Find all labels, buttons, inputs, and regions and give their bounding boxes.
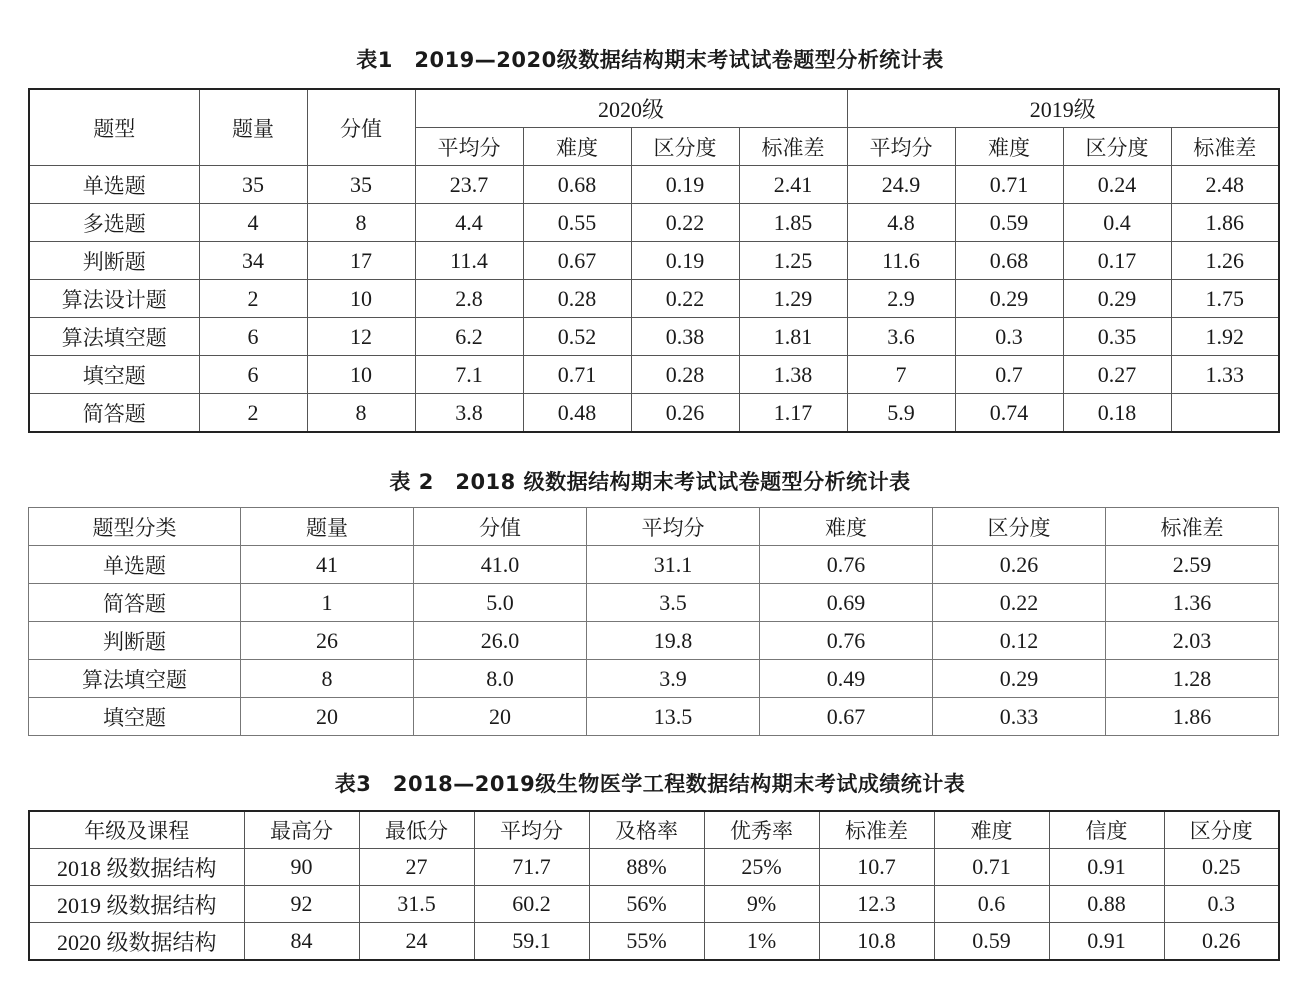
header-sub: 难度 [955, 128, 1063, 166]
column-header: 标准差 [819, 811, 934, 849]
table-cell: 0.27 [1063, 356, 1171, 394]
table-cell: 0.26 [631, 394, 739, 433]
table-cell: 17 [307, 242, 415, 280]
table3 [28, 810, 1280, 961]
table-cell: 1.81 [739, 318, 847, 356]
table-cell: 5.0 [414, 584, 587, 622]
table-cell: 1.86 [1106, 698, 1279, 736]
table-cell: 0.26 [933, 546, 1106, 584]
table-cell: 0.71 [934, 849, 1049, 886]
table-cell: 2.59 [1106, 546, 1279, 584]
column-header: 题型分类 [29, 508, 241, 546]
row-label: 单选题 [29, 546, 241, 584]
table-cell: 20 [414, 698, 587, 736]
table-cell: 3.6 [847, 318, 955, 356]
table-cell: 24.9 [847, 166, 955, 204]
header-sub: 平均分 [415, 128, 523, 166]
table-cell: 84 [244, 923, 359, 961]
table-cell: 13.5 [587, 698, 760, 736]
table-cell: 11.6 [847, 242, 955, 280]
table-cell: 0.67 [523, 242, 631, 280]
table-cell: 4 [199, 204, 307, 242]
column-header: 分值 [414, 508, 587, 546]
table-cell: 35 [307, 166, 415, 204]
table-cell: 0.91 [1049, 923, 1164, 961]
table-cell: 92 [244, 886, 359, 923]
row-label: 简答题 [29, 394, 199, 433]
table-cell: 2.9 [847, 280, 955, 318]
table-row [29, 356, 1279, 394]
table-cell: 0.55 [523, 204, 631, 242]
table-cell: 2.48 [1171, 166, 1279, 204]
header-group-2019: 2019级 [847, 89, 1279, 128]
table-cell: 1.85 [739, 204, 847, 242]
table-cell: 0.48 [523, 394, 631, 433]
table-cell: 59.1 [474, 923, 589, 961]
table-cell: 0.3 [955, 318, 1063, 356]
table-cell: 41.0 [414, 546, 587, 584]
table-cell: 4.8 [847, 204, 955, 242]
table-cell: 1.28 [1106, 660, 1279, 698]
table-cell: 0.29 [933, 660, 1106, 698]
table-cell: 24 [359, 923, 474, 961]
header-sub: 区分度 [631, 128, 739, 166]
table-cell: 0.4 [1063, 204, 1171, 242]
table-cell: 56% [589, 886, 704, 923]
table-cell: 0.29 [1063, 280, 1171, 318]
table-cell: 1.36 [1106, 584, 1279, 622]
header-sub: 难度 [523, 128, 631, 166]
table-cell: 0.24 [1063, 166, 1171, 204]
table-cell: 34 [199, 242, 307, 280]
table3-caption: 表3 2018—2019级生物医学工程数据结构期末考试成绩统计表 [334, 772, 966, 796]
table-cell: 1 [241, 584, 414, 622]
table2-caption: 表 2 2018 级数据结构期末考试试卷题型分析统计表 [389, 470, 911, 494]
row-label: 填空题 [29, 356, 199, 394]
table-cell: 0.76 [760, 622, 933, 660]
table-cell: 20 [241, 698, 414, 736]
column-header: 区分度 [933, 508, 1106, 546]
column-header: 平均分 [587, 508, 760, 546]
row-label: 算法填空题 [29, 660, 241, 698]
table-cell: 0.74 [955, 394, 1063, 433]
table-cell: 88% [589, 849, 704, 886]
table-row [29, 394, 1279, 433]
table-cell: 90 [244, 849, 359, 886]
table-row [29, 660, 1279, 698]
header-sub: 平均分 [847, 128, 955, 166]
table-cell: 0.22 [631, 280, 739, 318]
table-cell: 11.4 [415, 242, 523, 280]
column-header: 题量 [241, 508, 414, 546]
table-cell: 3.8 [415, 394, 523, 433]
table-cell: 0.29 [955, 280, 1063, 318]
table-row [29, 849, 1279, 886]
table-cell: 0.19 [631, 242, 739, 280]
table-cell: 6 [199, 356, 307, 394]
table-cell: 10 [307, 280, 415, 318]
row-label: 填空题 [29, 698, 241, 736]
row-label: 2019 级数据结构 [29, 886, 244, 923]
table-cell: 1.33 [1171, 356, 1279, 394]
table-cell: 10 [307, 356, 415, 394]
table-cell: 1.86 [1171, 204, 1279, 242]
table-cell: 71.7 [474, 849, 589, 886]
column-header: 信度 [1049, 811, 1164, 849]
table-cell: 8.0 [414, 660, 587, 698]
table-cell: 3.9 [587, 660, 760, 698]
table-cell: 0.22 [631, 204, 739, 242]
table-cell: 0.26 [1164, 923, 1279, 961]
table1 [28, 88, 1280, 433]
table-cell: 10.8 [819, 923, 934, 961]
table-cell: 0.28 [523, 280, 631, 318]
table-cell: 0.59 [955, 204, 1063, 242]
table-row [29, 166, 1279, 204]
row-label: 单选题 [29, 166, 199, 204]
table-cell: 0.76 [760, 546, 933, 584]
table-cell: 0.38 [631, 318, 739, 356]
table-cell: 0.68 [523, 166, 631, 204]
table-cell: 1.75 [1171, 280, 1279, 318]
column-header: 难度 [760, 508, 933, 546]
table-cell: 7.1 [415, 356, 523, 394]
table-cell: 4.4 [415, 204, 523, 242]
table-cell: 1.92 [1171, 318, 1279, 356]
column-header: 最高分 [244, 811, 359, 849]
table-cell: 0.6 [934, 886, 1049, 923]
row-label: 判断题 [29, 242, 199, 280]
table-cell: 26.0 [414, 622, 587, 660]
row-label: 算法设计题 [29, 280, 199, 318]
header-score: 分值 [307, 89, 415, 166]
header-sub: 标准差 [739, 128, 847, 166]
table-row [29, 622, 1279, 660]
table-cell: 8 [241, 660, 414, 698]
column-header: 及格率 [589, 811, 704, 849]
table1-caption: 表1 2019—2020级数据结构期末考试试卷题型分析统计表 [356, 48, 944, 72]
table-cell: 0.35 [1063, 318, 1171, 356]
table-cell: 10.7 [819, 849, 934, 886]
table-cell: 0.22 [933, 584, 1106, 622]
table-cell: 25% [704, 849, 819, 886]
table-cell: 27 [359, 849, 474, 886]
table-cell: 8 [307, 204, 415, 242]
table-cell: 0.33 [933, 698, 1106, 736]
table-cell: 31.5 [359, 886, 474, 923]
table-row [29, 886, 1279, 923]
table-cell: 0.7 [955, 356, 1063, 394]
table-cell: 26 [241, 622, 414, 660]
table-cell: 2.03 [1106, 622, 1279, 660]
table2 [28, 507, 1279, 736]
table-row [29, 584, 1279, 622]
table-cell: 0.17 [1063, 242, 1171, 280]
table-cell: 1.26 [1171, 242, 1279, 280]
table-cell: 0.71 [955, 166, 1063, 204]
table-cell: 12 [307, 318, 415, 356]
table-cell: 1% [704, 923, 819, 961]
row-label: 判断题 [29, 622, 241, 660]
row-label: 多选题 [29, 204, 199, 242]
table-cell: 0.12 [933, 622, 1106, 660]
row-label: 2018 级数据结构 [29, 849, 244, 886]
table-cell: 23.7 [415, 166, 523, 204]
column-header: 年级及课程 [29, 811, 244, 849]
table-row [29, 923, 1279, 961]
table-cell: 0.91 [1049, 849, 1164, 886]
table-cell: 35 [199, 166, 307, 204]
table-cell: 41 [241, 546, 414, 584]
table-cell: 0.52 [523, 318, 631, 356]
table-cell: 1.25 [739, 242, 847, 280]
table-row [29, 242, 1279, 280]
table-cell: 1.29 [739, 280, 847, 318]
table-cell: 0.19 [631, 166, 739, 204]
table-cell [1171, 394, 1279, 433]
column-header: 区分度 [1164, 811, 1279, 849]
row-label: 简答题 [29, 584, 241, 622]
table-cell: 0.68 [955, 242, 1063, 280]
table-cell: 0.67 [760, 698, 933, 736]
table-cell: 9% [704, 886, 819, 923]
table-cell: 1.38 [739, 356, 847, 394]
table-cell: 2.41 [739, 166, 847, 204]
table-cell: 12.3 [819, 886, 934, 923]
table-cell: 0.49 [760, 660, 933, 698]
table-cell: 6 [199, 318, 307, 356]
table-row [29, 546, 1279, 584]
row-label: 2020 级数据结构 [29, 923, 244, 961]
table-cell: 2 [199, 280, 307, 318]
table-row [29, 204, 1279, 242]
header-count: 题量 [199, 89, 307, 166]
column-header: 平均分 [474, 811, 589, 849]
table-cell: 2 [199, 394, 307, 433]
table-cell: 6.2 [415, 318, 523, 356]
table-cell: 1.17 [739, 394, 847, 433]
table-cell: 0.18 [1063, 394, 1171, 433]
table-cell: 19.8 [587, 622, 760, 660]
table-cell: 3.5 [587, 584, 760, 622]
table-cell: 0.69 [760, 584, 933, 622]
table-row [29, 318, 1279, 356]
table-cell: 2.8 [415, 280, 523, 318]
column-header: 标准差 [1106, 508, 1279, 546]
table-cell: 7 [847, 356, 955, 394]
table-row [29, 280, 1279, 318]
header-group-2020: 2020级 [415, 89, 847, 128]
column-header: 最低分 [359, 811, 474, 849]
table-cell: 0.25 [1164, 849, 1279, 886]
row-label: 算法填空题 [29, 318, 199, 356]
column-header: 优秀率 [704, 811, 819, 849]
header-type: 题型 [29, 89, 199, 166]
table-cell: 0.3 [1164, 886, 1279, 923]
table-cell: 55% [589, 923, 704, 961]
header-sub: 区分度 [1063, 128, 1171, 166]
header-sub: 标准差 [1171, 128, 1279, 166]
table-cell: 8 [307, 394, 415, 433]
table-cell: 0.28 [631, 356, 739, 394]
table-cell: 31.1 [587, 546, 760, 584]
table-cell: 60.2 [474, 886, 589, 923]
table-row [29, 698, 1279, 736]
table-cell: 0.88 [1049, 886, 1164, 923]
table-cell: 0.59 [934, 923, 1049, 961]
table-cell: 0.71 [523, 356, 631, 394]
column-header: 难度 [934, 811, 1049, 849]
table-cell: 5.9 [847, 394, 955, 433]
